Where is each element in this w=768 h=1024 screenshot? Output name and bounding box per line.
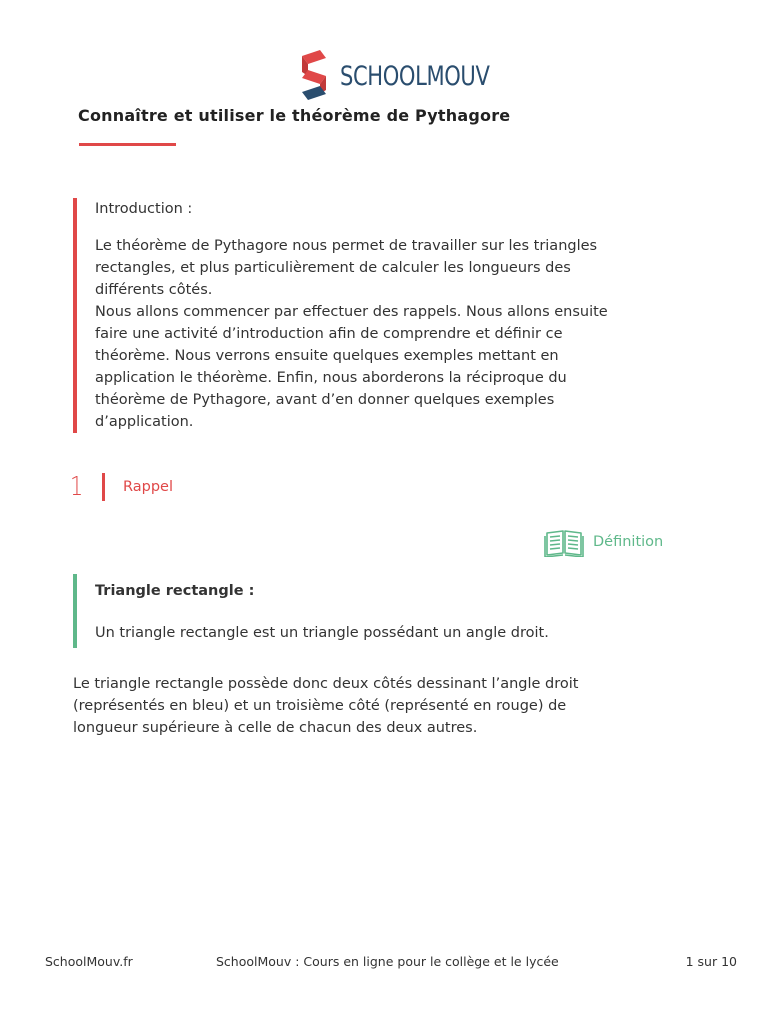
footer-tagline: SchoolMouv : Cours en ligne pour le collège et le lycée (216, 954, 559, 969)
title-underline (79, 143, 176, 146)
brand-logo (298, 50, 532, 102)
body-line: longueur supérieure à celle de chacun des deux autres. (73, 720, 478, 736)
intro-line: application le théorème. Enfin, nous aborderons la réciproque du (95, 370, 567, 386)
intro-line: différents côtés. (95, 282, 213, 298)
intro-line: rectangles, et plus particulièrement de calculer les longueurs des (95, 260, 571, 276)
footer-site: SchoolMouv.fr (45, 954, 133, 969)
footer-page-number: 1 sur 10 (685, 954, 737, 969)
intro-line: d’application. (95, 414, 194, 430)
intro-line: théorème de Pythagore, avant d’en donner quelques exemples (95, 392, 555, 408)
brand-name: SCHOOLMOUV (340, 60, 490, 92)
intro-line: théorème. Nous verrons ensuite quelques exemples mettant en (95, 348, 559, 364)
section-title: Rappel (123, 479, 173, 495)
intro-line: Nous allons commencer par effectuer des rappels. Nous allons ensuite (95, 304, 608, 320)
book-icon (544, 527, 584, 557)
introduction-box (73, 198, 693, 433)
page-footer (0, 954, 768, 974)
intro-line: Le théorème de Pythagore nous permet de travailler sur les triangles (95, 238, 598, 254)
definition-box (73, 574, 693, 648)
body-line: Le triangle rectangle possède donc deux côtés dessinant l’angle droit (73, 676, 579, 692)
body-line: (représentés en bleu) et un troisième côté (représenté en rouge) de (73, 698, 567, 714)
section-heading-rappel (70, 470, 173, 504)
body-paragraph (73, 673, 693, 739)
page-title: Connaître et utiliser le théorème de Pythagore (78, 106, 511, 125)
section-divider (102, 473, 105, 501)
section-number: 1 (70, 472, 84, 502)
definition-heading: Triangle rectangle : (95, 583, 255, 599)
definition-tag-label: Définition (593, 534, 664, 550)
introduction-label: Introduction : (95, 201, 193, 217)
definition-text: Un triangle rectangle est un triangle possédant un angle droit. (95, 625, 549, 641)
definition-tag (544, 527, 663, 557)
intro-line: faire une activité d’introduction afin de comprendre et définir ce (95, 326, 563, 342)
schoolmouv-s-logo-icon (298, 50, 330, 102)
introduction-text (95, 235, 693, 433)
